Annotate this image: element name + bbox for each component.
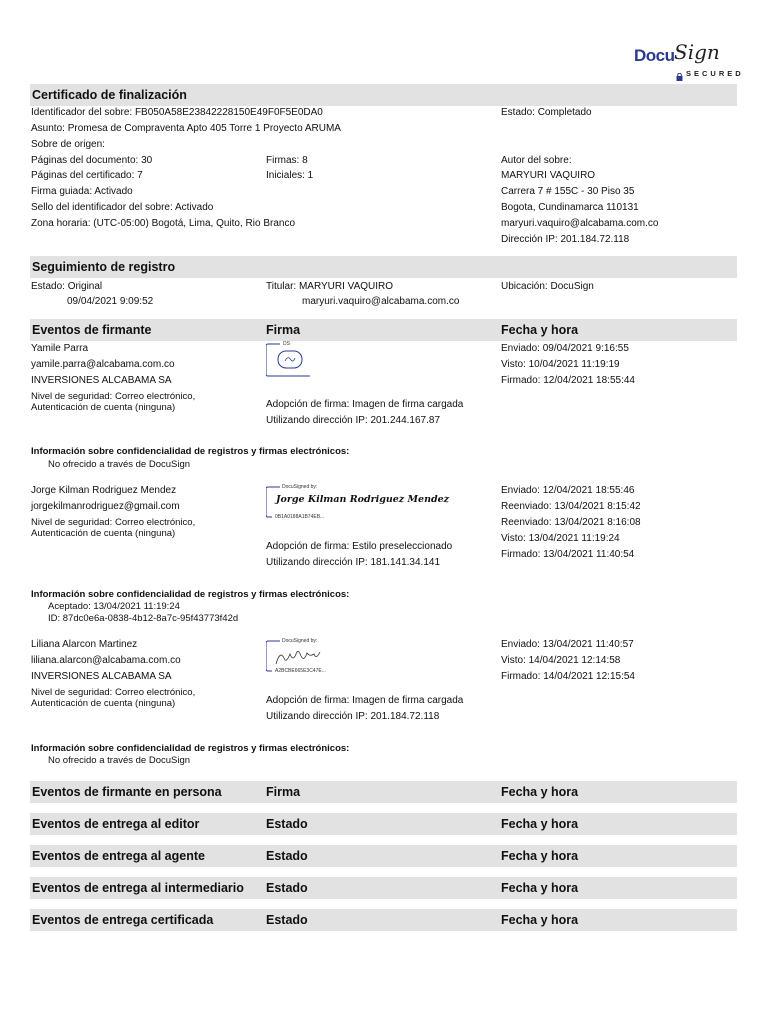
event-bar-col3: Fecha y hora xyxy=(501,913,579,927)
signer-email: liliana.alarcon@alcabama.com.co xyxy=(31,655,181,666)
section-title-seguimiento: Seguimiento de registro xyxy=(32,260,176,274)
signature-image xyxy=(266,340,312,380)
event-bar-title: Eventos de firmante en persona xyxy=(32,785,222,799)
signer-company: INVERSIONES ALCABAMA SA xyxy=(31,375,172,386)
author-email: maryuri.vaquiro@alcabama.com.co xyxy=(501,218,659,229)
signature-image xyxy=(266,638,356,678)
signature-docusigned-by: DocuSigned by: xyxy=(282,638,318,644)
confidentiality-title: Información sobre confidencialidad de registros y firmas electrónicos: xyxy=(31,446,350,457)
signer-security-level: Nivel de seguridad: Correo electrónico, xyxy=(31,687,196,698)
signer-name: Liliana Alarcon Martinez xyxy=(31,639,138,650)
signer-auth: Autenticación de cuenta (ninguna) xyxy=(31,402,176,413)
signer-auth: Autenticación de cuenta (ninguna) xyxy=(31,698,176,709)
cert-pages: Páginas del certificado: 7 xyxy=(31,170,143,181)
event-signed: Firmado: 13/04/2021 11:40:54 xyxy=(501,549,635,560)
signatures-count: Firmas: 8 xyxy=(266,155,308,166)
envelope-status: Estado: Completado xyxy=(501,107,592,118)
signer-email: yamile.parra@alcabama.com.co xyxy=(31,359,175,370)
logo-sign-text: Sign xyxy=(674,40,720,64)
signature-script-name: Jorge Kilman Rodriguez Mendez xyxy=(276,494,450,505)
event-bar-title: Eventos de entrega al intermediario xyxy=(32,881,244,895)
confidentiality-line: ID: 87dc0e6a-0838-4b12-8a7c-95f43773f42d xyxy=(48,613,239,624)
record-location: Ubicación: DocuSign xyxy=(501,281,594,292)
signer-events-title: Eventos de firmante xyxy=(32,323,152,337)
event-resent: Reenviado: 13/04/2021 8:15:42 xyxy=(501,501,641,512)
signer-events-signature-col: Firma xyxy=(266,323,301,337)
event-sent: Enviado: 09/04/2021 9:16:55 xyxy=(501,343,629,354)
author-ip: Dirección IP: 201.184.72.118 xyxy=(501,234,630,245)
event-bar-col2: Estado xyxy=(266,913,308,927)
envelope-subject: Asunto: Promesa de Compraventa Apto 405 Torre 1 Proyecto ARUMA xyxy=(31,123,341,134)
signature-ip: Utilizando dirección IP: 181.141.34.141 xyxy=(266,557,441,568)
logo-docu-text: Docu xyxy=(634,46,675,65)
signer-auth: Autenticación de cuenta (ninguna) xyxy=(31,528,176,539)
confidentiality-title: Información sobre confidencialidad de registros y firmas electrónicos: xyxy=(31,743,350,754)
envelope-source: Sobre de origen: xyxy=(31,139,105,150)
author-name: MARYURI VAQUIRO xyxy=(501,170,596,181)
confidentiality-line: No ofrecido a través de DocuSign xyxy=(48,459,191,470)
signature-ip: Utilizando dirección IP: 201.244.167.87 xyxy=(266,415,441,426)
signature-docusigned-by: DocuSigned by: xyxy=(282,484,318,490)
signature-code: 0B1A0188A1B74EB... xyxy=(275,514,325,520)
signer-security-level: Nivel de seguridad: Correo electrónico, xyxy=(31,517,196,528)
docusign-logo xyxy=(634,40,744,80)
event-bar-col3: Fecha y hora xyxy=(501,881,579,895)
signer-security-level: Nivel de seguridad: Correo electrónico, xyxy=(31,391,196,402)
event-viewed: Visto: 14/04/2021 12:14:58 xyxy=(501,655,621,666)
envelope-id: Identificador del sobre: FB050A58E23842228150E49F0F5E0DA0 xyxy=(31,107,323,118)
event-resent: Reenviado: 13/04/2021 8:16:08 xyxy=(501,517,641,528)
initials-count: Iniciales: 1 xyxy=(266,170,314,181)
event-bar-col3: Fecha y hora xyxy=(501,785,579,799)
signer-name: Jorge Kilman Rodriguez Mendez xyxy=(31,485,177,496)
event-signed: Firmado: 14/04/2021 12:15:54 xyxy=(501,671,635,682)
envelope-stamp: Sello del identificador del sobre: Activado xyxy=(31,202,214,213)
event-bar-col2: Estado xyxy=(266,881,308,895)
confidentiality-line: Aceptado: 13/04/2021 11:19:24 xyxy=(48,601,180,612)
event-bar-col3: Fecha y hora xyxy=(501,849,579,863)
signer-events-date-col: Fecha y hora xyxy=(501,323,579,337)
time-zone: Zona horaria: (UTC-05:00) Bogotá, Lima, Quito, Rio Branco xyxy=(31,218,296,229)
event-bar-col2: Firma xyxy=(266,785,301,799)
event-bar-col2: Estado xyxy=(266,849,308,863)
signature-ds-tag: DS xyxy=(283,341,290,347)
confidentiality-title: Información sobre confidencialidad de registros y firmas electrónicos: xyxy=(31,589,350,600)
section-title-certificado: Certificado de finalización xyxy=(32,88,187,102)
signer-name: Yamile Parra xyxy=(31,343,89,354)
signature-code: A2BCBE665E3C47E... xyxy=(275,668,326,674)
confidentiality-line: No ofrecido a través de DocuSign xyxy=(48,755,191,766)
record-date: 09/04/2021 9:09:52 xyxy=(67,296,154,307)
record-holder-email: maryuri.vaquiro@alcabama.com.co xyxy=(302,296,460,307)
event-bar-col2: Estado xyxy=(266,817,308,831)
event-bar-title: Eventos de entrega certificada xyxy=(32,913,214,927)
signature-ip: Utilizando dirección IP: 201.184.72.118 xyxy=(266,711,440,722)
event-sent: Enviado: 13/04/2021 11:40:57 xyxy=(501,639,634,650)
event-bar-title: Eventos de entrega al editor xyxy=(32,817,200,831)
doc-pages: Páginas del documento: 30 xyxy=(31,155,153,166)
author-label: Autor del sobre: xyxy=(501,155,572,166)
signature-adoption: Adopción de firma: Imagen de firma cargada xyxy=(266,399,464,410)
event-viewed: Visto: 13/04/2021 11:19:24 xyxy=(501,533,620,544)
guided-signing: Firma guiada: Activado xyxy=(31,186,133,197)
event-sent: Enviado: 12/04/2021 18:55:46 xyxy=(501,485,635,496)
record-holder: Titular: MARYURI VAQUIRO xyxy=(266,281,394,292)
event-signed: Firmado: 12/04/2021 18:55:44 xyxy=(501,375,635,386)
record-status: Estado: Original xyxy=(31,281,103,292)
signer-company: INVERSIONES ALCABAMA SA xyxy=(31,671,172,682)
event-bar-title: Eventos de entrega al agente xyxy=(32,849,205,863)
event-bar-col3: Fecha y hora xyxy=(501,817,579,831)
signature-adoption: Adopción de firma: Estilo preseleccionado xyxy=(266,541,453,552)
event-viewed: Visto: 10/04/2021 11:19:19 xyxy=(501,359,620,370)
signature-adoption: Adopción de firma: Imagen de firma cargada xyxy=(266,695,464,706)
lock-icon xyxy=(676,68,683,75)
author-address: Carrera 7 # 155C - 30 Piso 35 xyxy=(501,186,635,197)
logo-secured-text: SECURED xyxy=(686,69,744,78)
author-city: Bogota, Cundinamarca 110131 xyxy=(501,202,639,213)
signer-email: jorgekilmanrodriguez@gmail.com xyxy=(31,501,180,512)
signature-image xyxy=(266,484,450,524)
